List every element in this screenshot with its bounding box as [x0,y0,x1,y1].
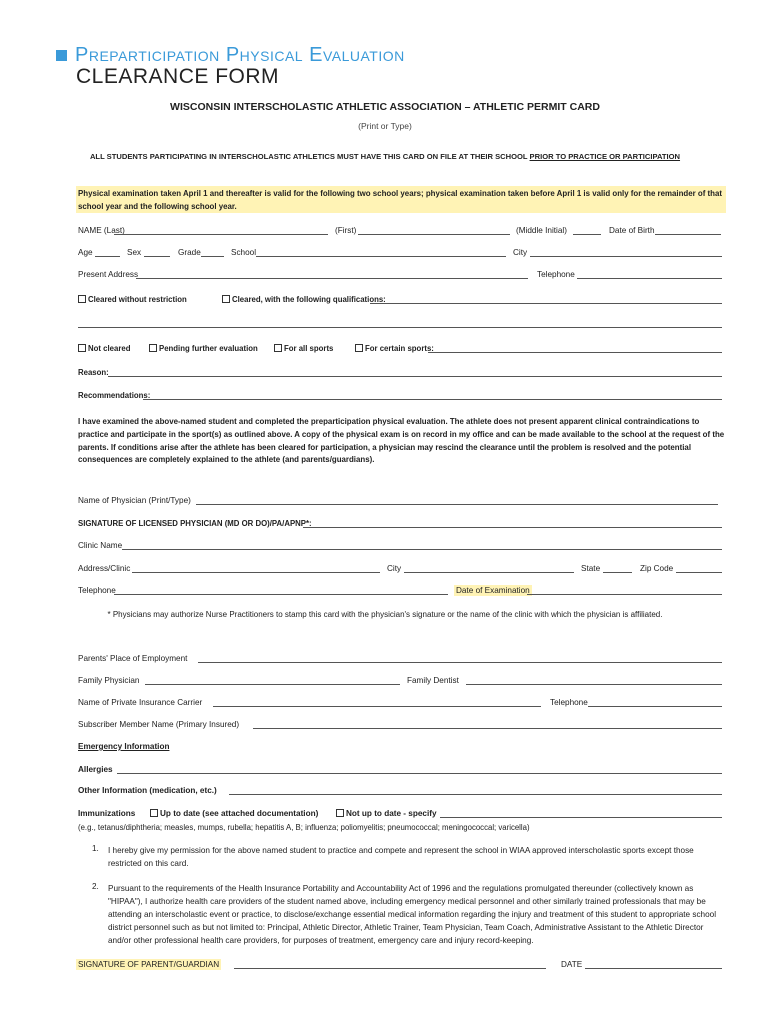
checkbox-icon [78,344,86,352]
name-first-label: (First) [335,226,357,235]
consent-2-text: Pursuant to the requirements of the Health Insurance Portability and Accountability Act of 1996 and the regulations promulgated thereunder (collectively known as "HIPAA"), I authorize health care providers of the student named above, including emergency medical personnel and other similarly trained professionals that may be attending an interscholastic event or practice, to disclose/exchange essential medical information regarding the injury and treatment of this student to appropriate school district personnel such as but not limited to: Principal, Athletic Director, Athletic Trainer, Team Physician, Team Coach, Administrative Assistant to the Athletic Director and/or other professional health care providers, for purposes of treatment, emergency care and injury record-keeping. [108,884,717,945]
not-cleared-option[interactable]: Not cleared [78,344,130,353]
insurance-telephone-label: Telephone [550,698,588,707]
physician-signature-label: SIGNATURE OF LICENSED PHYSICIAN (MD OR DO)/PA/APNP*: [78,519,312,528]
middle-initial-field[interactable] [573,234,601,235]
checkbox-icon [78,295,86,303]
physician-footnote: * Physicians may authorize Nurse Practitioners to stamp this card with the physician's signature or the name of the clinic with which the physician is affiliated. [107,610,663,619]
insurance-telephone-field[interactable] [588,706,722,707]
family-dentist-field[interactable] [466,684,722,685]
student-telephone-field[interactable] [577,278,722,279]
clinic-city-field[interactable] [404,572,574,573]
other-info-label: Other Information (medication, etc.) [78,786,217,795]
reason-field[interactable] [108,376,722,377]
clinic-telephone-label: Telephone [78,586,116,595]
clinic-name-label: Clinic Name [78,541,123,550]
emergency-heading: Emergency Information [78,742,170,751]
qualifications-field-2[interactable] [78,327,722,328]
subscriber-label: Subscriber Member Name (Primary Insured) [78,720,240,729]
student-telephone-label: Telephone [537,270,575,279]
allergies-label: Allergies [78,765,113,774]
physician-signature-field[interactable] [303,527,722,528]
insurance-field[interactable] [213,706,541,707]
up-to-date-option[interactable]: Up to date (see attached documentation) [150,809,318,818]
clinic-address-field[interactable] [132,572,380,573]
immunization-specify-field[interactable] [440,817,722,818]
employment-field[interactable] [198,662,722,663]
dob-field[interactable] [655,234,721,235]
certain-sports-option[interactable]: For certain sports: [355,344,434,353]
checkbox-icon [336,809,344,817]
physician-name-field[interactable] [196,504,718,505]
participation-notice: ALL STUDENTS PARTICIPATING IN INTERSCHOLASTIC ATHLETICS MUST HAVE THIS CARD ON FILE AT THEIR SCHOOL PRIOR TO PRACTICE OR PARTICIPATION [89,152,681,161]
recommendations-label: Recommendations: [78,391,151,400]
recommendations-field[interactable] [143,399,722,400]
sex-field[interactable] [144,256,170,257]
grade-field[interactable] [201,256,224,257]
city-label: City [513,248,528,257]
print-or-type-note: (Print or Type) [358,121,412,131]
date-of-exam-label: Date of Examination [456,586,530,595]
checkbox-icon [222,295,230,303]
form-title-line1: Preparticipation Physical Evaluation [75,44,405,66]
family-dentist-label: Family Dentist [407,676,459,685]
insurance-label: Name of Private Insurance Carrier [78,698,203,707]
parent-signature-label: SIGNATURE OF PARENT/GUARDIAN [78,960,220,969]
address-label: Present Address [78,270,139,279]
name-first-field[interactable] [358,234,510,235]
subscriber-field[interactable] [253,728,722,729]
school-label: School [231,248,257,257]
consent-2-number: 2. [92,882,99,891]
middle-initial-label: (Middle Initial) [516,226,567,235]
employment-label: Parents' Place of Employment [78,654,188,663]
age-label: Age [78,248,93,257]
family-physician-field[interactable] [145,684,400,685]
address-field[interactable] [136,278,528,279]
reason-label: Reason: [78,368,109,377]
title-square-icon [56,50,67,61]
sex-label: Sex [127,248,142,257]
checkbox-icon [150,809,158,817]
qualifications-field[interactable] [370,303,722,304]
cleared-no-restriction-option[interactable]: Cleared without restriction [78,295,187,304]
clinic-city-label: City [387,564,402,573]
clinic-zip-field[interactable] [676,572,722,573]
physician-name-label: Name of Physician (Print/Type) [78,496,191,505]
checkbox-icon [355,344,363,352]
parent-date-label: DATE [561,960,583,969]
association-heading: WISCONSIN INTERSCHOLASTIC ATHLETIC ASSOCIATION – ATHLETIC PERMIT CARD [170,101,600,113]
dob-label: Date of Birth [609,226,655,235]
school-field[interactable] [256,256,506,257]
all-sports-option[interactable]: For all sports [274,344,333,353]
name-last-field[interactable] [114,234,328,235]
allergies-field[interactable] [117,773,722,774]
clinic-state-label: State [581,564,601,573]
certain-sports-field[interactable] [428,352,722,353]
family-physician-label: Family Physician [78,676,140,685]
checkbox-icon [274,344,282,352]
parent-date-field[interactable] [585,968,722,969]
clinic-name-field[interactable] [122,549,722,550]
city-field[interactable] [530,256,722,257]
age-field[interactable] [95,256,120,257]
consent-1-text: I hereby give my permission for the above named student to practice and compete and represent the school in WIAA approved interscholastic sports except those restricted on this card. [108,846,694,868]
checkbox-icon [149,344,157,352]
pending-option[interactable]: Pending further evaluation [149,344,258,353]
form-title-line2: CLEARANCE FORM [76,65,280,88]
not-up-to-date-option[interactable]: Not up to date - specify [336,809,437,818]
immunization-examples: (e.g., tetanus/diphtheria; measles, mumps, rubella; hepatitis A, B; influenza; poliomyelitis; pneumococcal; meningococcal; varicella) [78,823,530,832]
grade-label: Grade [178,248,201,257]
name-last-label: NAME (Last) [78,226,125,235]
date-of-exam-field[interactable] [527,594,722,595]
clinic-zip-label: Zip Code [640,564,674,573]
validity-note: Physical examination taken April 1 and thereafter is valid for the following two school years; physical examination taken before April 1 is valid only for the remainder of that school year and the following school year. [78,189,722,211]
physician-attestation: I have examined the above-named student and completed the preparticipation physical evaluation. The athlete does not present apparent clinical contraindications to practice and participate in the sport(s) as outlined above. A copy of the physical exam is on record in my office and can be made available to the school at the request of the parents. If conditions arise after the athlete has been cleared for participation, a physician may rescind the clearance until the problem is resolved and the potential consequences are completely explained to the athlete (and parents/guardians). [78,417,725,465]
clinic-telephone-field[interactable] [114,594,448,595]
parent-signature-field[interactable] [234,968,546,969]
cleared-qualifications-option[interactable]: Cleared, with the following qualifications: [222,295,386,304]
clinic-address-label: Address/Clinic [78,564,131,573]
other-info-field[interactable] [229,794,722,795]
clinic-state-field[interactable] [603,572,632,573]
immunizations-label: Immunizations [78,809,136,818]
consent-1-number: 1. [92,844,99,853]
